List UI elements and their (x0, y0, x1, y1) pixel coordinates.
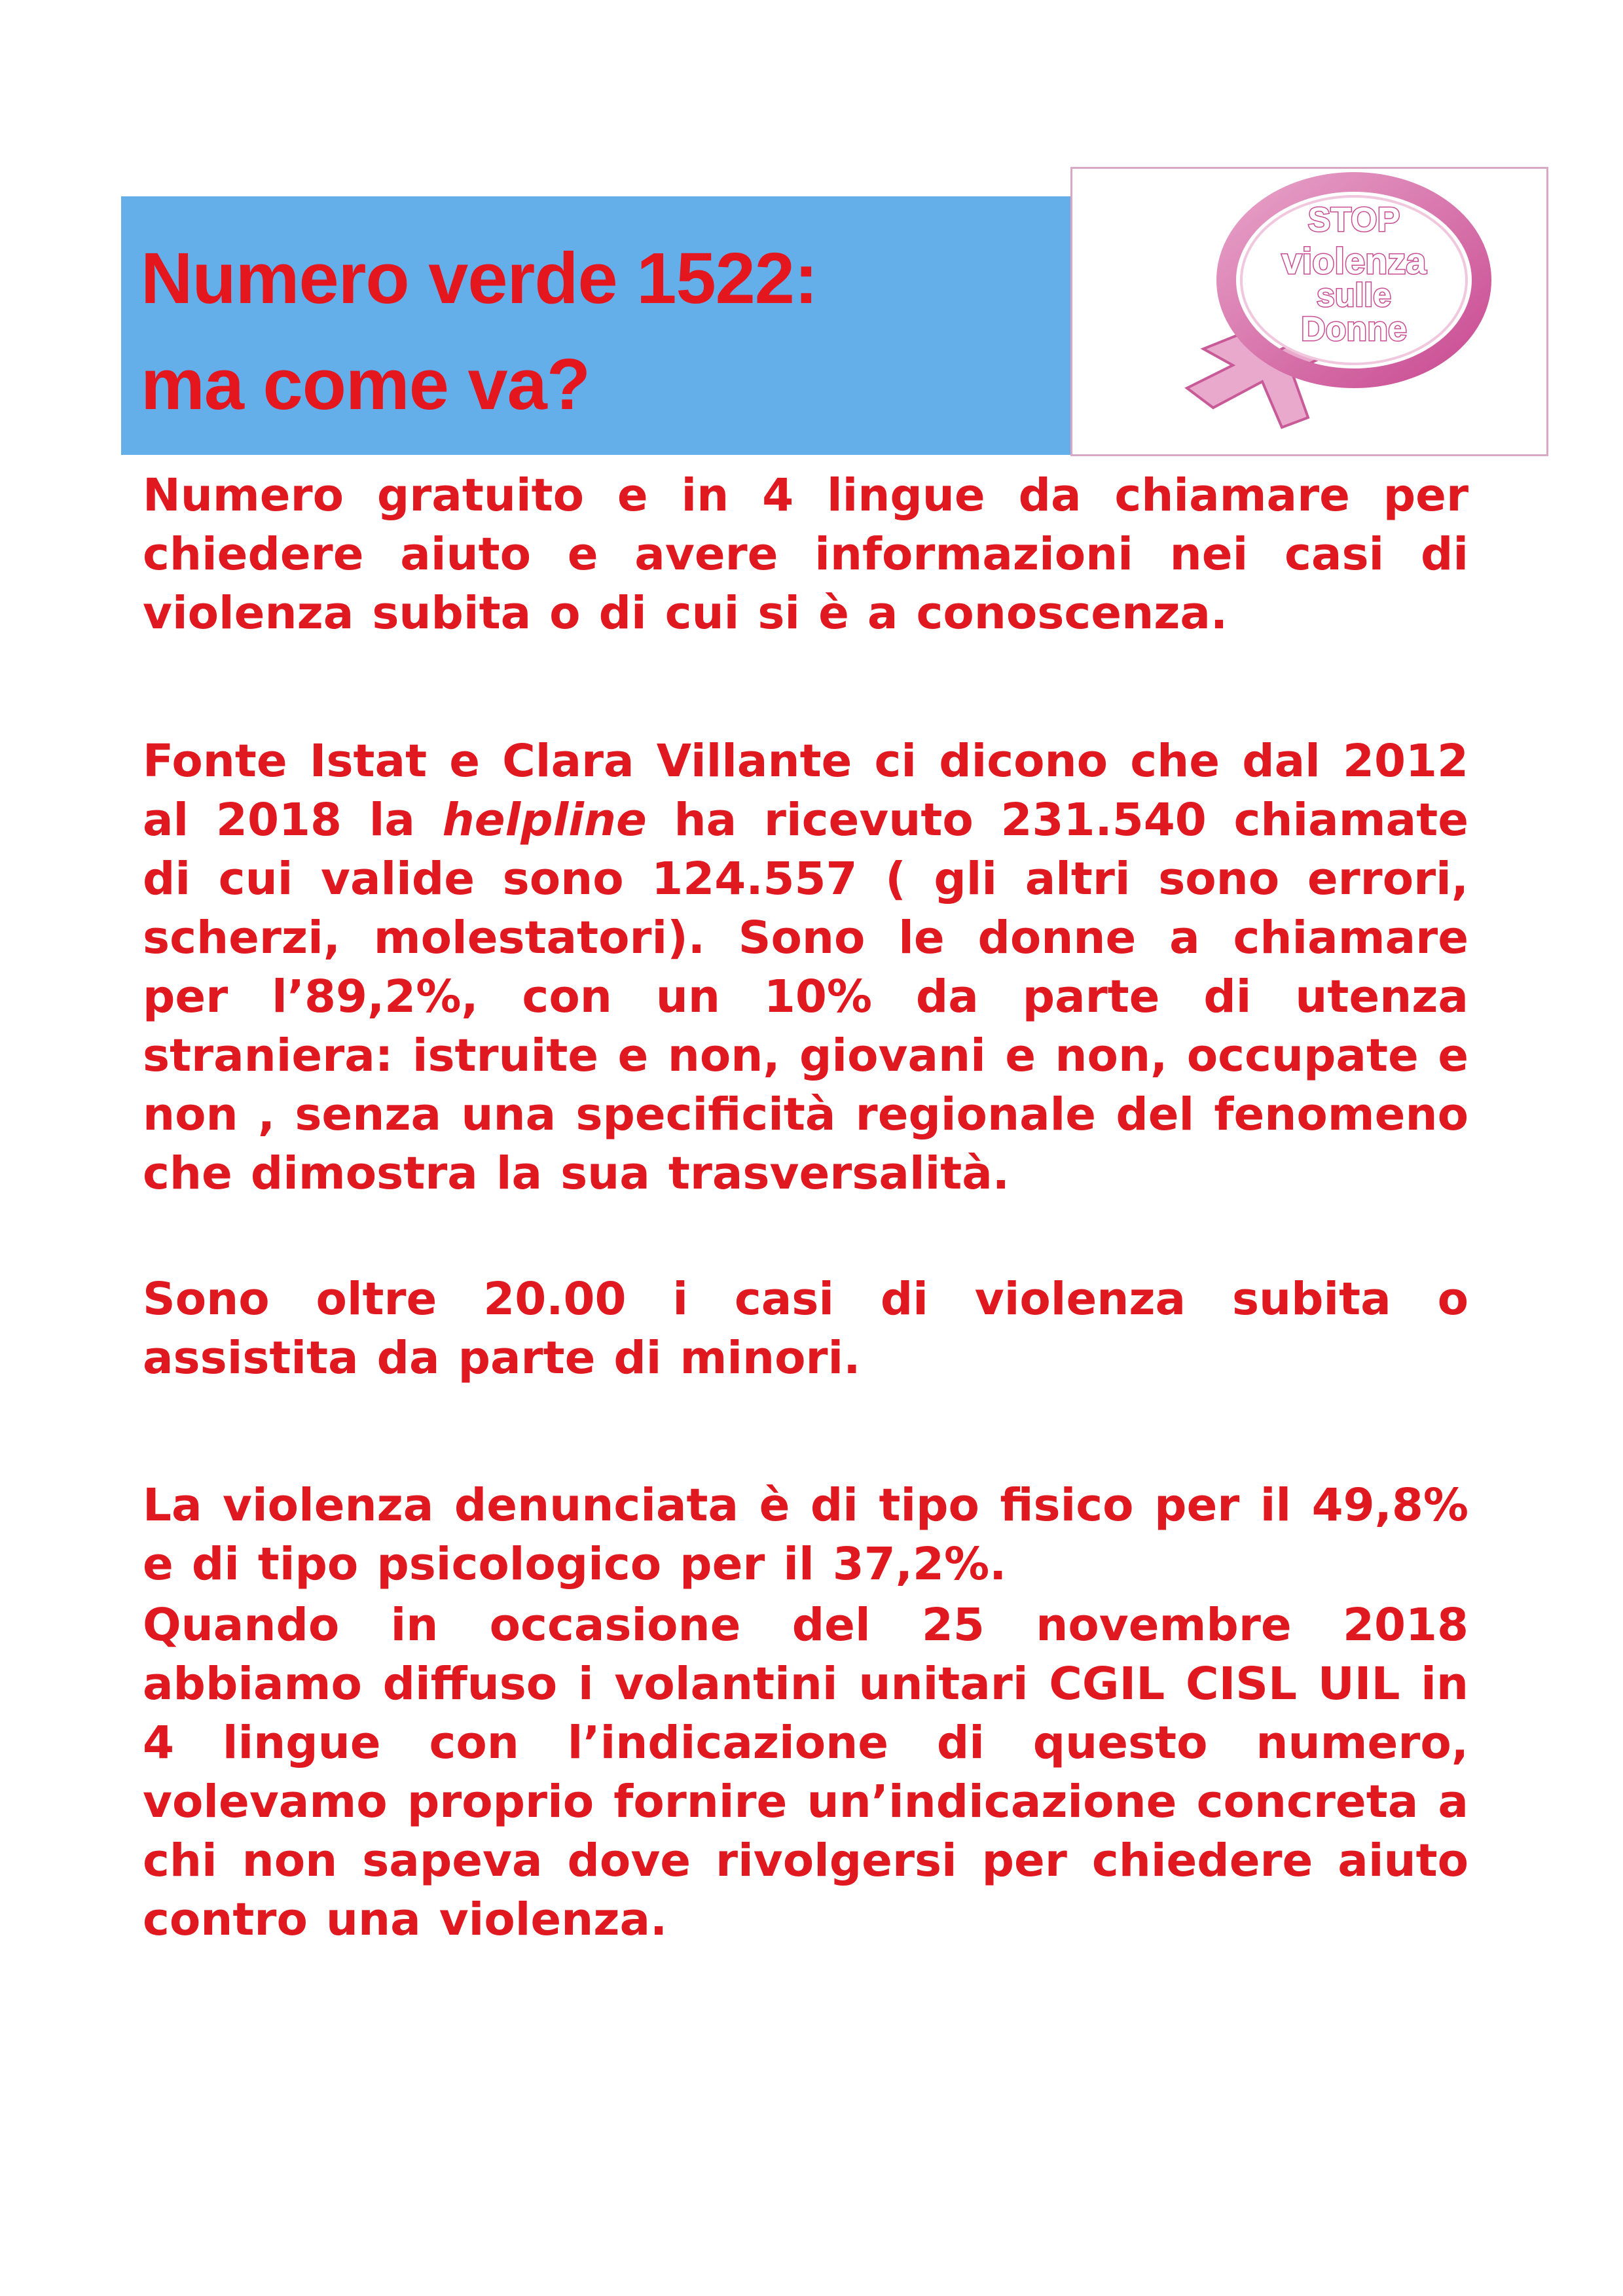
venus-symbol-icon (1072, 169, 1546, 454)
title-line-1: Numero verde 1522: (141, 238, 818, 319)
title-line-2: ma come va? (141, 344, 591, 425)
logo-text-sulle: sulle (1317, 277, 1391, 314)
statistics-paragraph (143, 732, 1468, 1203)
statistics-text-end: ha ricevuto 231.540 chiamate di cui valide sono 124.557 ( gli altri sono errori, scherzi, molestatori). Sono le donne a chiamare per l’89,2%, con un 10% da parte di utenza straniera: istruite e non, giovani e non, occupate e non , senza una specificità regionale del fenomeno che dimostra la sua trasversalità. (143, 794, 1468, 1200)
minors-paragraph: Sono oltre 20.00 i casi di violenza subita o assistita da parte di minori. (143, 1273, 1468, 1384)
stop-violence-logo (1070, 167, 1548, 456)
logo-text-donne: Donne (1301, 310, 1407, 348)
intro-paragraph: Numero gratuito e in 4 lingue da chiamare per chiedere aiuto e avere informazioni nei casi di violenza subita o di cui si è a conoscenza. (143, 469, 1468, 639)
page-title (141, 226, 1057, 438)
statistics-text-start: Fonte Istat e Clara Villante ci dicono che dal 2012 al 2018 la (143, 735, 1468, 846)
helpline-term: helpline (442, 794, 647, 846)
campaign-paragraph: Quando in occasione del 25 novembre 2018 abbiamo diffuso i volantini unitari CGIL CISL UIL in 4 lingue con l’indicazione di questo numero, volevamo proprio fornire un’indicazione concreta a chi non sapeva dove rivolgersi per chiedere aiuto contro una violenza. (143, 1599, 1468, 1946)
logo-text-stop: STOP (1307, 201, 1400, 239)
violence-type-paragraph: La violenza denunciata è di tipo fisico per il 49,8% e di tipo psicologico per il 37,2%. (143, 1479, 1468, 1590)
logo-text-violenza: violenza (1281, 240, 1427, 281)
